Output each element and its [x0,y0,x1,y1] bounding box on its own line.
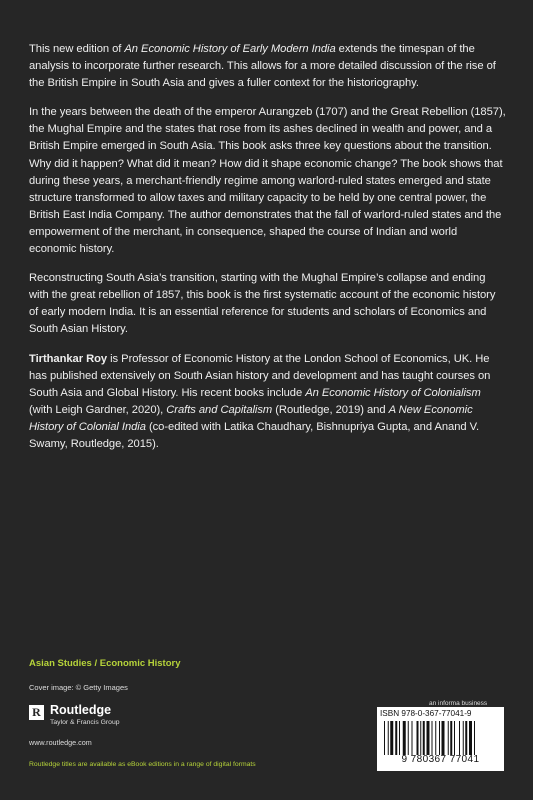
cover-image-credit: Cover image: © Getty Images [29,683,128,692]
barcode-digits: 9 780367 77041 [401,754,480,765]
book-title: An Economic History of Early Modern India [124,43,336,55]
author-bio: Tirthankar Roy is Professor of Economic History at the London School of Economics, UK. He has published extensively on South Asian history and development and has taught courses on South Asia and Global History. His recent books include An Economic History of Colonialism (with Leigh Gardner, 2020), Crafts and Capitalism (Routledge, 2019) and A New Economic History of Colonial India (co-edited with Latika Chaudhary, Bishnupriya Gupta, and Anand V. Swamy, Routledge, 2015). [29,352,491,450]
routledge-logo-icon: R [29,705,44,720]
informa-business-label: an informa business [429,700,488,707]
isbn-number: ISBN 978-0-367-77041-9 [380,709,472,718]
blurb-paragraph-1: This new edition of An Economic History of Early Modern India extends the timespan of the analysis to incorporate further research. This allows for a more detailed discussion of the rise of the British Empire in South Asia and gives a fuller context for the historiography. [29,43,496,90]
blurb-paragraph-2: In the years between the death of the emperor Aurangzeb (1707) and the Great Rebellion (1857), the Mughal Empire and the states that rose from its ashes declined in wealth and power, and a British Empire emerged in South Asia. This book asks three key questions about the transition. Why did it happen? What did it mean? How did it shape economic change? The book shows that during these years, a merchant-friendly regime among warlord-ruled states emerged and state structure transformed to allow taxes and military capacity to be held by one central power, the British East India Company. The author demonstrates that the fall of warlord-ruled states and the empowerment of the merchant, in consequence, shaped the course of Indian and world economic history. [29,106,506,256]
ebook-note: Routledge titles are available as eBook editions in a range of digital formats [29,761,256,768]
author-name: Tirthankar Roy [29,352,108,365]
publisher-website: www.routledge.com [29,738,92,747]
back-cover-blurb [29,41,507,465]
publisher-group: Taylor & Francis Group [50,719,120,726]
barcode-icon [384,721,500,755]
blurb-paragraph-3: Reconstructing South Asia’s transition, starting with the Mughal Empire’s collapse and ending with the great rebellion of 1857, this book is the first systematic account of the economic history of early modern India. It is an essential reference for students and scholars of Economics and South Asian History. [29,272,496,336]
publisher-name: Routledge [50,703,112,717]
subject-category: Asian Studies / Economic History [29,658,181,669]
